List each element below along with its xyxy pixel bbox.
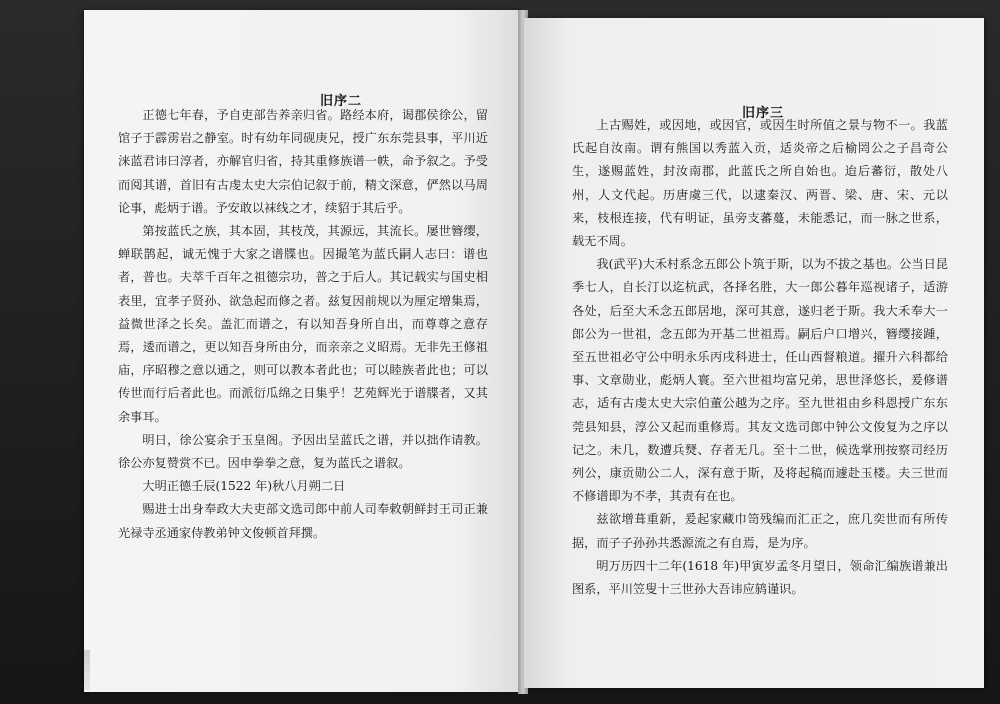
- right-page: [524, 18, 984, 688]
- right-page-title: 旧序三: [742, 106, 785, 121]
- right-paragraph-3: 兹欲增葺重新，爰起家藏巾笥残编而汇正之，庶几奕世而有所传据，而子子孙孙共悉源流之有自焉，是为序。: [572, 512, 948, 550]
- left-page-title: 旧序二: [320, 94, 363, 109]
- right-paragraph-2: 我(武平)大禾村系念五郎公卜筑于斯，以为不拔之基也。公当日昆季七人，自长汀以迄杭武，各择名胜，大一郎公暮年巡视诸子，适游各处，后至大禾念五郎居地，深可其意，遂归老于斯。我大禾奉大一郎公为一世祖，念五郎为开基二世祖焉。嗣后户口增兴，簪缨接踵，至五世祖必守公中明永乐丙戌科进士，任山西督粮道。擢升六科都给事、文章勋业，彪炳人寰。至六世祖均富兄弟，思世泽悠长，爰修谱志，适有古虔太史大宗伯董公越为之序。至九世祖由乡科恩授广东东莞县知县，淳公又起而重修焉。其友文选司郎中钟公文俊复为之序以记之。未几，数遭兵燹、存者无几。至十二世，候选掌刑按察司经历列公，康贡勋公二人，深有意于斯，及将起稿而遽赴玉楼。夫三世而不修谱即为不孝，其责有在也。: [572, 257, 948, 504]
- right-date-signature: 明万历四十二年(1618 年)甲寅岁孟冬月望日，领命汇编族谱兼出图系，平川笠叟十三世孙大吾讳应鸫谨识。: [572, 558, 948, 597]
- right-page-body: [572, 114, 948, 601]
- left-paragraph-3: 明日，徐公宴余于玉皇阁。予因出呈蓝氏之谱，并以拙作请教。徐公亦复赞赏不已。因申拳拳之意，复为蓝氏之谱叙。: [118, 432, 488, 471]
- page-edge: [84, 650, 90, 690]
- left-page-body: [118, 104, 488, 545]
- left-page: [84, 10, 522, 692]
- left-date-line: 大明正德壬辰(1522 年)秋八月朔二日: [142, 479, 346, 494]
- right-paragraph-1: 上古赐姓，或因地，或因官，或因生时所值之景与物不一。我蓝氏起自汝南。谓有熊国以秀蓝入贡，适炎帝之后榆罔公之子昌奇公生，遂赐蓝姓，封汝南郡，此蓝氏之所自始也。迨后蕃衍，散处八州，人文代起。历唐虞三代，以逮秦汉、两晋、梁、唐、宋、元以来，枝根连接，代有明证，虽旁支蕃蔓，未能悉记，而一脉之世系，载无不周。: [572, 118, 948, 249]
- left-paragraph-2: 第按蓝氏之族，其本固，其枝茂，其源远，其流长。屡世簪缨，蝉联鹊起，诚无愧于大家之谱牒也。因撮笔为蓝氏嗣人志曰：谱也者，普也。夫萃千百年之祖德宗功，普之于后人。其记载实与国史相表里，宜孝子贤孙、欲急起而修之者。兹复因前规以为厘定增集焉，益微世泽之长矣。盖汇而谱之，有以知吾身所自出，而尊尊之意存焉，逶而谱之，更以知吾身所由分，而亲亲之义昭焉。无非先王修祖庙，序昭穆之意以通之，则可以教本者此也；可以睦族者此也；可以传世而行后者此也。而派衍瓜绵之日集乎！艺苑辉光于谱牒者，又其余事耳。: [118, 224, 488, 424]
- left-paragraph-1: 正德七年春，予自吏部告养亲归省。路经本府，谒郡侯徐公，留馆子于霹雳岩之静室。时有幼年同砚庚兄，授广东东莞县事，平川近涞蓝君讳曰淳者，亦解官归省，持其重修族谱一帙，命予叙之。予受而阅其谱，首旧有古虔太史大宗伯记叙于前，精文深意，俨然以马周论事，彪炳于谱。予安敢以袜线之才，续貂于其后乎。: [118, 108, 488, 215]
- left-signature: 赐进士出身奉政大夫吏部文选司郎中前人司奉敕朝鲜封王司正兼光禄寺丞通家侍教弟钟文俊顿首拜撰。: [118, 502, 488, 540]
